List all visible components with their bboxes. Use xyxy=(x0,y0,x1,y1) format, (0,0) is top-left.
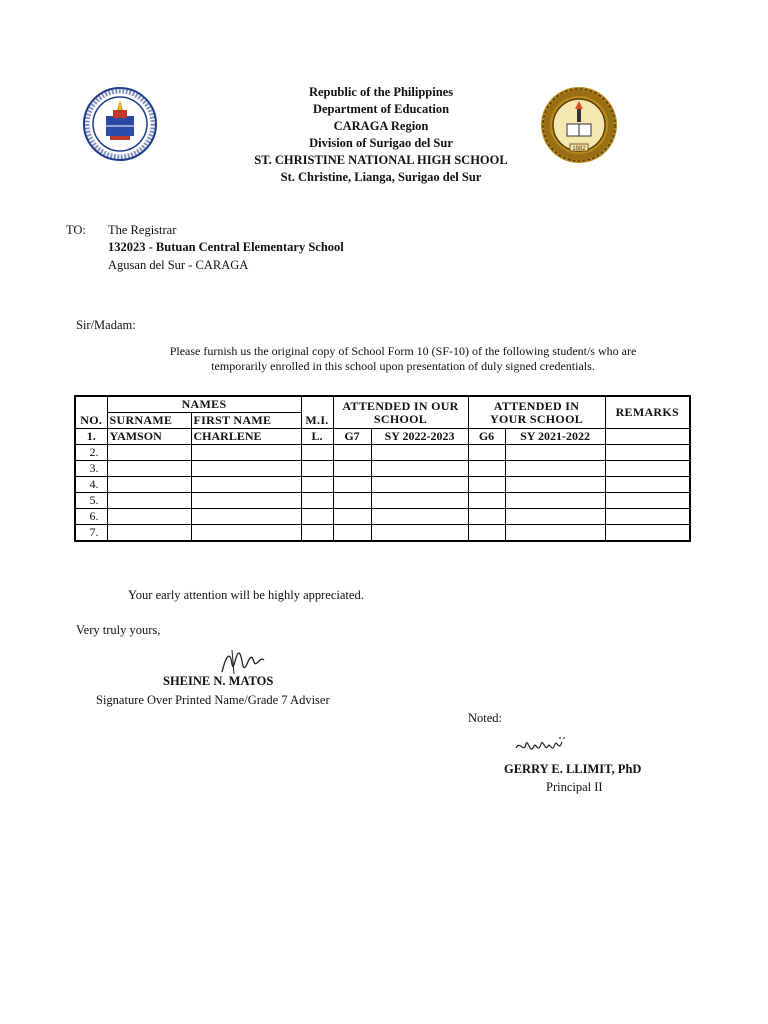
cell-mi xyxy=(301,509,333,525)
header-mi: M.I. xyxy=(301,413,333,429)
cell-your-grade xyxy=(468,461,505,477)
header-names: NAMES xyxy=(107,396,301,413)
header-line-school: ST. CHRISTINE NATIONAL HIGH SCHOOL xyxy=(254,153,508,167)
table-row xyxy=(75,525,690,542)
header-surname: SURNAME xyxy=(107,413,191,429)
to-label: TO: xyxy=(66,223,86,237)
cell-your-sy xyxy=(505,493,605,509)
cell-your-grade: G6 xyxy=(468,429,505,445)
header-attended-your-school: ATTENDED IN YOUR SCHOOL xyxy=(468,396,605,429)
body-line-1: Please furnish us the original copy of School Form 10 (SF-10) of the following student/s who are xyxy=(169,344,637,358)
cell-mi: L. xyxy=(301,429,333,445)
cell-first-name xyxy=(191,493,301,509)
cell-first-name xyxy=(191,461,301,477)
cell-your-grade xyxy=(468,525,505,542)
cell-your-sy xyxy=(505,509,605,525)
cell-no: 1. xyxy=(75,429,107,445)
cell-no: 6. xyxy=(75,509,107,525)
cell-our-grade xyxy=(333,445,371,461)
table-row xyxy=(75,445,690,461)
cell-surname xyxy=(107,477,191,493)
cell-our-grade xyxy=(333,493,371,509)
cell-surname xyxy=(107,525,191,542)
cell-mi xyxy=(301,445,333,461)
adviser-title: Signature Over Printed Name/Grade 7 Adviser xyxy=(96,693,330,707)
table-row xyxy=(75,477,690,493)
cell-your-sy xyxy=(505,445,605,461)
cell-your-grade xyxy=(468,445,505,461)
cell-surname xyxy=(107,445,191,461)
header-remarks: REMARKS xyxy=(605,396,690,429)
cell-our-grade xyxy=(333,477,371,493)
cell-first-name xyxy=(191,477,301,493)
adviser-signature xyxy=(218,644,268,678)
cell-our-sy xyxy=(371,477,468,493)
header-line-region: CARAGA Region xyxy=(333,119,429,133)
principal-signature xyxy=(514,734,574,760)
table-header-row-1 xyxy=(75,396,690,413)
cell-your-sy xyxy=(505,525,605,542)
header-line-address: St. Christine, Lianga, Surigao del Sur xyxy=(280,170,482,184)
cell-first-name xyxy=(191,445,301,461)
cell-mi xyxy=(301,525,333,542)
table-row xyxy=(75,429,690,445)
cell-our-sy xyxy=(371,461,468,477)
cell-mi xyxy=(301,477,333,493)
cell-surname xyxy=(107,461,191,477)
cell-remarks xyxy=(605,509,690,525)
deped-seal-icon xyxy=(82,86,158,162)
cell-remarks xyxy=(605,477,690,493)
cell-surname xyxy=(107,493,191,509)
cell-our-sy xyxy=(371,493,468,509)
cell-our-grade: G7 xyxy=(333,429,371,445)
header-line-department: Department of Education xyxy=(312,102,450,116)
cell-your-grade xyxy=(468,477,505,493)
cell-our-grade xyxy=(333,509,371,525)
student-table xyxy=(74,395,691,542)
attention-line: Your early attention will be highly appreciated. xyxy=(128,588,364,602)
cell-our-sy xyxy=(371,525,468,542)
table-row xyxy=(75,461,690,477)
cell-our-sy xyxy=(371,445,468,461)
noted-label: Noted: xyxy=(468,711,503,725)
cell-no: 3. xyxy=(75,461,107,477)
cell-first-name: CHARLENE xyxy=(191,429,301,445)
cell-surname: YAMSON xyxy=(107,429,191,445)
svg-text:1982: 1982 xyxy=(572,146,586,152)
cell-our-grade xyxy=(333,525,371,542)
cell-your-grade xyxy=(468,493,505,509)
header-no: NO. xyxy=(75,413,107,429)
letterhead xyxy=(200,84,562,186)
table-row xyxy=(75,493,690,509)
cell-no: 4. xyxy=(75,477,107,493)
cell-your-sy: SY 2021-2022 xyxy=(505,429,605,445)
recipient-title: The Registrar xyxy=(108,223,177,237)
adviser-name: SHEINE N. MATOS xyxy=(163,674,274,688)
cell-remarks xyxy=(605,461,690,477)
cell-remarks xyxy=(605,525,690,542)
cell-remarks xyxy=(605,429,690,445)
cell-remarks xyxy=(605,493,690,509)
cell-no: 5. xyxy=(75,493,107,509)
cell-your-sy xyxy=(505,477,605,493)
cell-our-sy: SY 2022-2023 xyxy=(371,429,468,445)
header-line-republic: Republic of the Philippines xyxy=(308,85,454,99)
header-line-division: Division of Surigao del Sur xyxy=(309,136,453,150)
header-first-name: FIRST NAME xyxy=(191,413,301,429)
cell-your-sy xyxy=(505,461,605,477)
principal-title: Principal II xyxy=(546,780,603,794)
cell-first-name xyxy=(191,509,301,525)
cell-mi xyxy=(301,493,333,509)
cell-your-grade xyxy=(468,509,505,525)
cell-remarks xyxy=(605,445,690,461)
cell-our-sy xyxy=(371,509,468,525)
cell-our-grade xyxy=(333,461,371,477)
cell-no: 2. xyxy=(75,445,107,461)
cell-no: 7. xyxy=(75,525,107,542)
cell-first-name xyxy=(191,525,301,542)
recipient-school: 132023 - Butuan Central Elementary School xyxy=(108,240,344,254)
regards-line: Very truly yours, xyxy=(76,623,161,637)
cell-mi xyxy=(301,461,333,477)
principal-name: GERRY E. LLIMIT, PhD xyxy=(504,762,642,776)
table-row xyxy=(75,509,690,525)
recipient-address: Agusan del Sur - CARAGA xyxy=(108,258,249,272)
cell-surname xyxy=(107,509,191,525)
salutation: Sir/Madam: xyxy=(76,318,136,332)
header-attended-our-school: ATTENDED IN OUR SCHOOL xyxy=(333,396,468,429)
body-line-2: temporarily enrolled in this school upon presentation of duly signed credentials. xyxy=(211,359,595,373)
request-body xyxy=(120,344,686,374)
